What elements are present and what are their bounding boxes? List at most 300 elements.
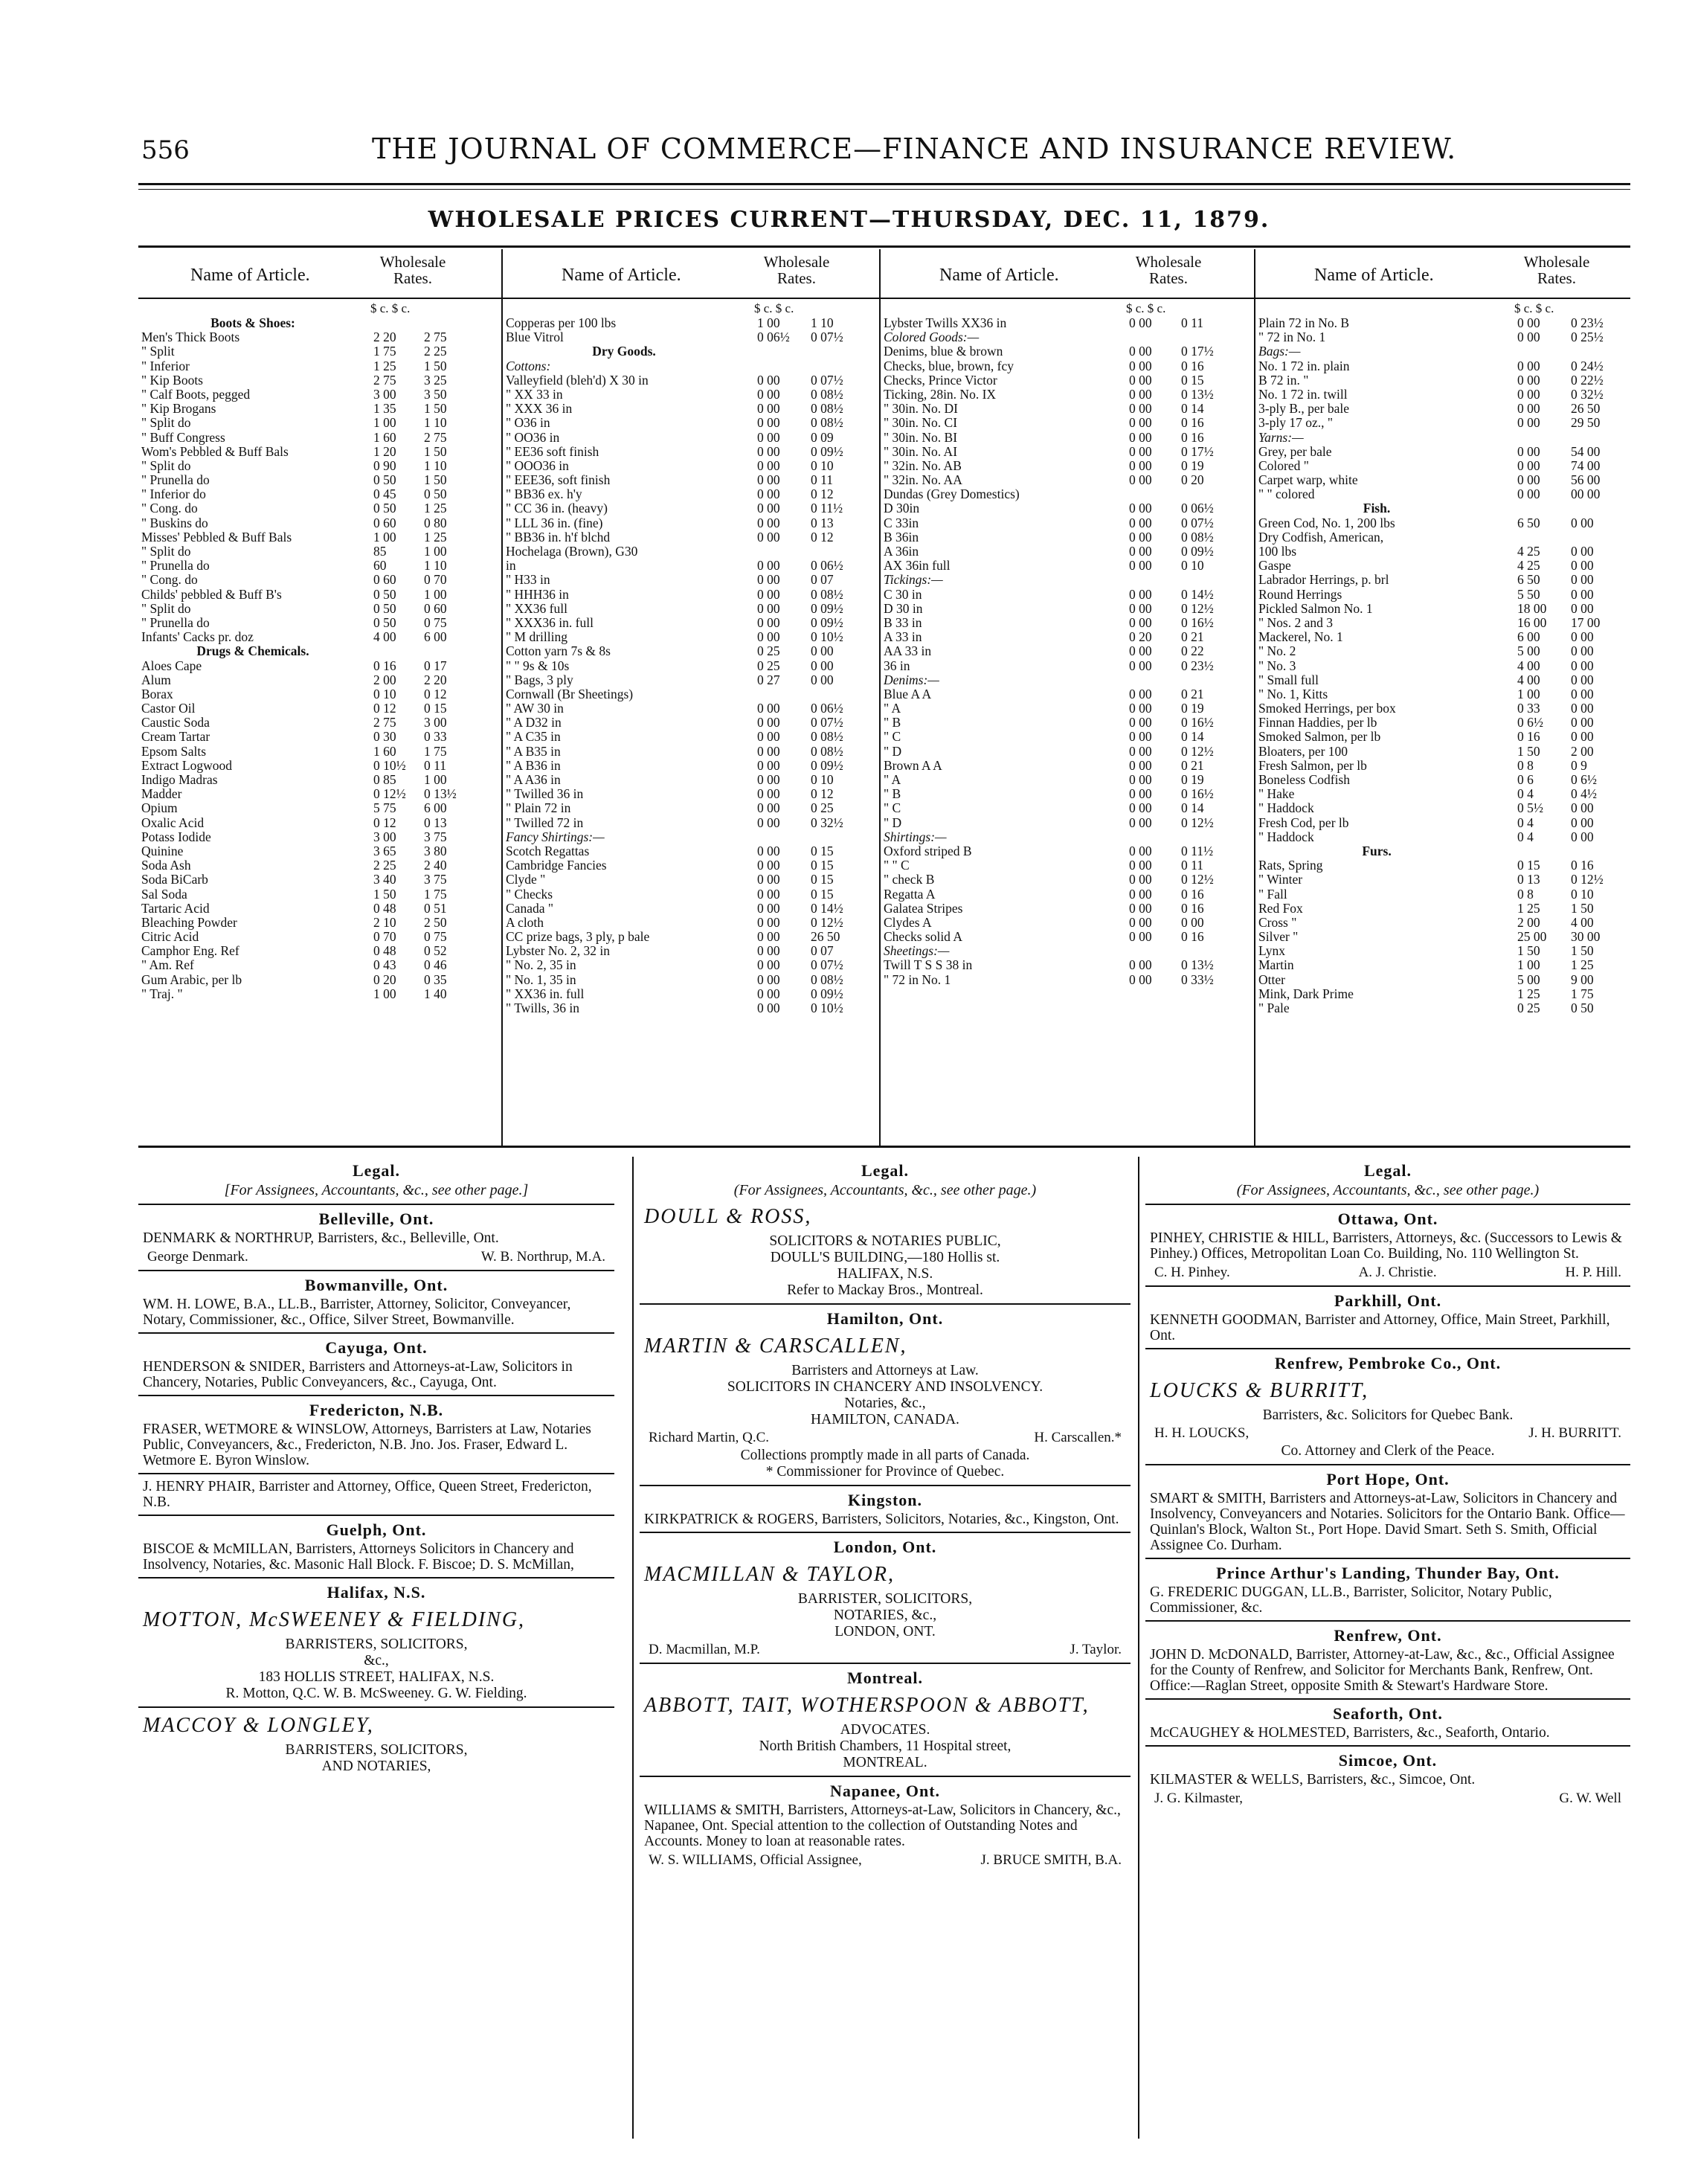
divider: [138, 1515, 614, 1516]
rate-low: 1 00: [373, 416, 396, 431]
rate-low: 0 00: [1129, 587, 1152, 602]
article-name: " XX36 full: [506, 601, 567, 616]
price-row: [884, 487, 1251, 501]
section-note: [For Assignees, Accountants, &c., see other page.]: [224, 1182, 529, 1198]
rate-high: 0 32½: [811, 815, 843, 830]
partner-names: [1154, 1790, 1621, 1807]
price-row: [506, 987, 876, 1001]
rate-low: 1 50: [1517, 744, 1540, 759]
rate-low: 0 25: [1517, 1001, 1540, 1015]
advertisement: KIRKPATRICK & ROGERS, Barristers, Solicitors, Notaries, &c., Kingston, Ont.: [644, 1512, 1119, 1527]
rate-high: 6 00: [424, 630, 447, 645]
rate-high: 0 50: [424, 487, 447, 502]
rate-high: 0 14½: [811, 901, 843, 916]
firm-name: LOUCKS & BURRITT,: [1150, 1379, 1369, 1402]
price-row: [141, 944, 498, 958]
rate-high: 0 06½: [811, 701, 843, 716]
article-name: Cross ": [1258, 915, 1297, 930]
rate-low: 0 00: [1517, 402, 1540, 417]
price-row: [141, 402, 498, 416]
rate-low: 0 25: [757, 644, 780, 659]
rate-high: 1 50: [424, 359, 447, 373]
rate-low: 0 30: [373, 730, 396, 745]
rate-high: 0 16: [1181, 430, 1204, 445]
header-wholesale-rates: Wholesale Rates.: [763, 253, 830, 287]
price-row: [506, 573, 876, 587]
article-name: Blue A A: [884, 687, 932, 701]
price-row: [141, 659, 498, 673]
rate-low: 1 00: [1517, 958, 1540, 973]
town-heading: Halifax, N.S.: [327, 1583, 426, 1602]
rate-high: 26 50: [1571, 402, 1601, 417]
prices-title: WHOLESALE PRICES CURRENT—THURSDAY, DEC. 11, 1879.: [428, 207, 1270, 233]
rate-low: 0 00: [1129, 844, 1152, 858]
firm-line: Co. Attorney and Clerk of the Peace.: [1281, 1443, 1495, 1459]
firm-line: BARRISTERS, SOLICITORS,: [285, 1637, 468, 1652]
article-name: " Fall: [1258, 887, 1287, 902]
firm-name: ABBOTT, TAIT, WOTHERSPOON & ABBOTT,: [644, 1694, 1090, 1717]
article-name: AX 36in full: [884, 559, 951, 574]
price-row: [884, 459, 1251, 473]
rate-low: 0 48: [373, 901, 396, 916]
price-row: [1258, 987, 1627, 1001]
rate-high: 1 00: [424, 773, 447, 787]
rate-low: 4 25: [1517, 545, 1540, 559]
rate-low: 2 00: [1517, 915, 1540, 930]
rate-high: 0 00: [811, 672, 834, 687]
rate-high: 0 75: [424, 930, 447, 945]
article-name: Pickled Salmon No. 1: [1258, 601, 1373, 616]
article-name: Dry Goods.: [592, 344, 656, 359]
advertisement: PINHEY, CHRISTIE & HILL, Barristers, Attorneys, &c. (Successors to Lewis & Pinhey.) Offices, Metropolitan Loan Co. Building, No. 110 Wellington St.: [1150, 1230, 1622, 1262]
article-name: Hochelaga (Brown), G30: [506, 545, 638, 559]
firm-name: MARTIN & CARSCALLEN,: [644, 1335, 907, 1358]
price-row: [141, 373, 498, 388]
header-rule: [138, 183, 1630, 185]
article-name: " Am. Ref: [141, 958, 194, 973]
rate-low: 0 13: [1517, 873, 1540, 887]
price-row: [141, 316, 498, 330]
firm-line: ADVOCATES.: [840, 1722, 930, 1738]
legal-column-middle: [640, 1157, 1131, 2176]
advertisement: WILLIAMS & SMITH, Barristers, Attorneys-at-Law, Solicitors in Chancery, &c., Napanee, Ont. Special attention to the collection of Outstanding Notes and Accounts. Money to loan at reasonable rates.: [644, 1802, 1121, 1849]
price-row: [506, 459, 876, 473]
price-row: [1258, 445, 1627, 459]
article-name: " A D32 in: [506, 716, 562, 730]
journal-title: THE JOURNAL OF COMMERCE—FINANCE AND INSURANCE REVIEW.: [372, 132, 1457, 165]
rate-low: 0 00: [1129, 901, 1152, 916]
header-name-of-article: Name of Article.: [190, 266, 310, 285]
rate-low: 0 00: [757, 615, 780, 630]
price-row: [141, 588, 498, 602]
article-name: " Inferior: [141, 359, 190, 373]
price-row: [1258, 687, 1627, 701]
article-name: " B: [884, 716, 901, 730]
rate-low: 5 75: [373, 801, 396, 816]
rate-high: 0 12½: [811, 915, 843, 930]
rate-low: 0 00: [757, 458, 780, 473]
article-name: AA 33 in: [884, 644, 932, 659]
price-row: [1258, 730, 1627, 744]
rate-high: 0 08½: [811, 387, 843, 402]
rate-high: 0 22½: [1571, 373, 1604, 388]
price-row: [884, 388, 1251, 402]
article-name: " Kip Brogans: [141, 402, 216, 417]
article-name: Dry Codfish, American,: [1258, 530, 1384, 545]
rate-low: 0 00: [757, 444, 780, 459]
partner: H. H. LOUCKS,: [1154, 1425, 1250, 1441]
price-row: [141, 530, 498, 545]
price-row: [884, 816, 1251, 830]
article-name: " A: [884, 701, 901, 716]
article-name: Citric Acid: [141, 930, 199, 945]
rate-high: 0 16½: [1181, 716, 1214, 730]
article-name: " D: [884, 815, 902, 830]
rate-low: 0 00: [757, 787, 780, 802]
rate-high: 4 00: [1571, 915, 1594, 930]
firm-name: MACCOY & LONGLEY,: [143, 1714, 374, 1737]
rate-low: 0 4: [1517, 787, 1534, 802]
price-row: [506, 516, 876, 530]
article-name: " M drilling: [506, 630, 567, 645]
rate-high: 3 50: [424, 387, 447, 402]
article-name: Checks, blue, brown, fcy: [884, 359, 1014, 373]
article-name: Dundas (Grey Domestics): [884, 487, 1020, 502]
article-name: " No. 2: [1258, 644, 1296, 659]
price-row: [141, 801, 498, 815]
town-heading: Renfrew, Pembroke Co., Ont.: [1274, 1354, 1502, 1372]
rate-low: 0 45: [373, 487, 396, 502]
rate-low: 1 20: [373, 444, 396, 459]
price-row: [141, 844, 498, 858]
rate-high: 0 07½: [811, 716, 843, 730]
price-row: [884, 402, 1251, 416]
article-name: " Split do: [141, 416, 191, 431]
rate-low: 0 00: [757, 559, 780, 574]
rate-low: 0 00: [757, 473, 780, 488]
rate-high: 3 25: [424, 373, 447, 388]
rate-high: 0 12: [811, 530, 834, 545]
price-row: [1258, 701, 1627, 716]
divider: [1145, 1745, 1630, 1747]
rate-high: 0 11: [811, 473, 833, 488]
price-row: [1258, 616, 1627, 630]
rate-low: 0 8: [1517, 887, 1534, 902]
article-name: " No. 2, 35 in: [506, 958, 576, 973]
rate-low: 0 06½: [757, 330, 790, 345]
price-row: [1258, 588, 1627, 602]
price-row: [141, 830, 498, 844]
rate-high: 0 50: [1571, 1001, 1594, 1015]
rate-high: 0 08½: [811, 416, 843, 431]
price-row: [506, 501, 876, 516]
article-name: Fresh Salmon, per lb: [1258, 758, 1367, 773]
rate-high: 1 10: [424, 559, 447, 574]
price-row: [884, 673, 1251, 687]
rate-high: 00 00: [1571, 487, 1601, 502]
firm-line: 183 HOLLIS STREET, HALIFAX, N.S.: [258, 1669, 495, 1685]
rate-low: 0 00: [757, 887, 780, 902]
rate-high: 0 00: [1571, 716, 1594, 730]
price-row: [141, 673, 498, 687]
article-name: Carpet warp, white: [1258, 473, 1358, 488]
article-name: " EEE36, soft finish: [506, 473, 611, 488]
price-row: [141, 416, 498, 430]
rate-low: 0 00: [1129, 658, 1152, 673]
rate-high: 0 08½: [811, 402, 843, 417]
rate-high: 0 08½: [811, 730, 843, 745]
price-row: [884, 958, 1251, 972]
price-row: [1258, 559, 1627, 573]
price-row: [141, 559, 498, 573]
rate-high: 0 16: [1181, 930, 1204, 945]
rate-low: 1 00: [757, 316, 780, 330]
rate-high: 1 25: [1571, 958, 1594, 973]
rate-high: 0 19: [1181, 701, 1204, 716]
price-table: [138, 249, 1630, 1146]
rate-high: 0 12: [424, 687, 447, 701]
rate-low: 0 25: [757, 658, 780, 673]
currency-units: $ c. $ c.: [1514, 301, 1554, 315]
article-name: Clyde ": [506, 873, 546, 887]
article-name: " A C35 in: [506, 730, 561, 745]
rate-high: 2 40: [424, 858, 447, 873]
price-row: [1258, 330, 1627, 344]
divider: [1145, 1204, 1630, 1205]
article-name: Canada ": [506, 901, 553, 916]
price-row: [141, 487, 498, 501]
article-name: " 30in. No. CI: [884, 416, 958, 431]
rate-high: 0 10½: [811, 630, 843, 645]
price-row: [1258, 830, 1627, 844]
rate-high: 1 50: [424, 402, 447, 417]
article-name: B 33 in: [884, 615, 922, 630]
price-row: [884, 644, 1251, 658]
article-name: Gaspe: [1258, 559, 1291, 574]
article-name: CC prize bags, 3 ply, p bale: [506, 930, 650, 945]
rate-high: 0 4½: [1571, 787, 1597, 802]
price-row: [884, 830, 1251, 844]
rate-low: 0 00: [757, 1001, 780, 1015]
rate-high: 0 00: [1571, 601, 1594, 616]
price-row: [1258, 787, 1627, 801]
rate-high: 0 14: [1181, 801, 1204, 816]
price-row: [1258, 630, 1627, 644]
rate-low: 0 00: [757, 915, 780, 930]
rate-low: 0 85: [373, 773, 396, 787]
article-name: Shirtings:—: [884, 829, 947, 844]
firm-line: NOTARIES, &c.,: [833, 1608, 937, 1623]
rate-high: 0 10: [1181, 559, 1204, 574]
price-row: [141, 930, 498, 944]
rate-low: 0 50: [373, 615, 396, 630]
price-row: [884, 930, 1251, 944]
article-name: " Checks: [506, 887, 553, 902]
article-name: Bleaching Powder: [141, 915, 237, 930]
rate-low: 1 25: [373, 359, 396, 373]
article-name: " 30in. No. AI: [884, 444, 958, 459]
price-row: [506, 402, 876, 416]
article-name: Checks, Prince Victor: [884, 373, 997, 388]
rate-high: 0 14: [1181, 402, 1204, 417]
rate-low: 0 6: [1517, 773, 1534, 787]
price-row: [884, 745, 1251, 759]
rate-low: 0 00: [1129, 758, 1152, 773]
rate-high: 26 50: [811, 930, 840, 945]
price-row: [506, 873, 876, 887]
rate-high: 3 00: [424, 716, 447, 730]
rate-low: 0 00: [1129, 744, 1152, 759]
article-name: " No. 1, Kitts: [1258, 687, 1328, 701]
article-name: Caustic Soda: [141, 716, 210, 730]
article-name: Scotch Regattas: [506, 844, 590, 858]
rate-high: 0 15: [811, 887, 834, 902]
rate-low: 0 00: [1129, 458, 1152, 473]
rate-low: 1 50: [1517, 944, 1540, 959]
article-name: " XXX 36 in: [506, 402, 573, 417]
price-row: [884, 431, 1251, 445]
rate-high: 0 33: [424, 730, 447, 745]
price-row: [506, 930, 876, 944]
rate-low: 0 00: [1129, 958, 1152, 973]
article-name: No. 1 72 in. twill: [1258, 387, 1348, 402]
price-row: [506, 673, 876, 687]
price-row: [884, 344, 1251, 359]
rate-low: 0 20: [1129, 630, 1152, 645]
price-row: [141, 887, 498, 902]
rate-low: 2 75: [373, 373, 396, 388]
rate-high: 0 14: [1181, 730, 1204, 745]
article-name: " Split: [141, 344, 175, 359]
article-name: " 30in. No. BI: [884, 430, 958, 445]
rate-low: 1 50: [373, 887, 396, 902]
firm-line: North British Chambers, 11 Hospital street,: [759, 1738, 1012, 1754]
price-row: [884, 359, 1251, 373]
rate-low: 0 00: [1517, 487, 1540, 502]
price-row: [1258, 745, 1627, 759]
price-row: [1258, 602, 1627, 616]
rate-high: 1 10: [811, 316, 834, 330]
firm-line: Barristers, &c. Solicitors for Quebec Bank.: [1262, 1407, 1514, 1423]
article-name: Oxford striped B: [884, 844, 972, 858]
price-row: [1258, 487, 1627, 501]
article-name: Mink, Dark Prime: [1258, 986, 1354, 1001]
price-row: [884, 730, 1251, 744]
article-name: B 36in: [884, 530, 919, 545]
price-row: [884, 473, 1251, 487]
rate-high: 0 00: [1571, 587, 1594, 602]
rate-low: 16 00: [1517, 615, 1547, 630]
article-name: " Cong. do: [141, 501, 198, 516]
article-name: " Cong. do: [141, 573, 198, 588]
rate-low: 5 50: [1517, 587, 1540, 602]
rate-low: 0 00: [1129, 815, 1152, 830]
rate-high: 0 23½: [1571, 316, 1604, 330]
rate-high: 0 10: [811, 773, 834, 787]
article-name: " Hake: [1258, 787, 1295, 802]
price-row: [506, 745, 876, 759]
price-row: [506, 844, 876, 858]
article-name: " Buskins do: [141, 516, 208, 530]
price-row: [506, 887, 876, 902]
rate-high: 0 24½: [1571, 359, 1604, 373]
price-rows: [506, 316, 876, 1015]
header-wholesale-rates: Wholesale Rates.: [1523, 253, 1590, 287]
article-name: " Twills, 36 in: [506, 1001, 579, 1015]
article-name: Aloes Cape: [141, 658, 202, 673]
article-name: " Traj. ": [141, 986, 183, 1001]
rate-low: 2 20: [373, 330, 396, 345]
rate-high: 0 12½: [1181, 873, 1214, 887]
firm-name: DOULL & ROSS,: [644, 1205, 812, 1228]
price-row: [884, 416, 1251, 430]
rate-high: 0 12½: [1181, 601, 1214, 616]
price-row: [141, 987, 498, 1001]
rate-low: 3 65: [373, 844, 396, 858]
rate-high: 1 00: [424, 545, 447, 559]
article-name: Smoked Herrings, per box: [1258, 701, 1396, 716]
price-row: [884, 716, 1251, 730]
article-name: Infants' Cacks pr. doz: [141, 630, 254, 645]
rate-high: 2 25: [424, 344, 447, 359]
article-name: " C: [884, 801, 901, 816]
town-heading: Simcoe, Ont.: [1338, 1751, 1438, 1770]
price-row: [1258, 916, 1627, 930]
rate-low: 0 00: [1129, 773, 1152, 787]
article-name: Opium: [141, 801, 178, 816]
article-name: " HHH36 in: [506, 587, 569, 602]
article-name: " 72 in No. 1: [884, 972, 951, 987]
price-row: [506, 816, 876, 830]
section-note: (For Assignees, Accountants, &c., see other page.): [733, 1182, 1037, 1198]
rate-high: 0 00: [811, 658, 834, 673]
town-heading: Guelph, Ont.: [326, 1520, 427, 1539]
advertisement: JOHN D. McDONALD, Barrister, Attorney-at-Law, &c., &c., Official Assignee for the County of Renfrew, and Solicitor for Merchants Bank, Renfrew, Ont. Office:—Raglan Street, opposite Smith & Stewart's Hardware Store.: [1150, 1647, 1615, 1694]
rate-high: 0 21: [1181, 630, 1204, 645]
rate-high: 0 16½: [1181, 787, 1214, 802]
price-row: [884, 516, 1251, 530]
rate-low: 0 6½: [1517, 716, 1543, 730]
rate-low: 4 00: [1517, 658, 1540, 673]
legal-divider: [632, 1157, 634, 2139]
price-row: [506, 431, 876, 445]
firm-line: DOULL'S BUILDING,—180 Hollis st.: [770, 1250, 1000, 1265]
rate-high: 1 00: [424, 587, 447, 602]
column-header: [881, 249, 1254, 299]
divider: [138, 1706, 614, 1708]
rate-high: 0 07: [811, 944, 834, 959]
article-name: Finnan Haddies, per lb: [1258, 716, 1377, 730]
divider: [640, 1532, 1131, 1533]
article-name: A 33 in: [884, 630, 922, 645]
rate-low: 0 48: [373, 944, 396, 959]
rate-low: 0 00: [757, 587, 780, 602]
price-column-4: [1255, 249, 1630, 1146]
article-name: Childs' pebbled & Buff B's: [141, 587, 282, 602]
partner: George Denmark.: [147, 1249, 248, 1265]
rate-low: 1 25: [1517, 901, 1540, 916]
rate-high: 0 32½: [1571, 387, 1604, 402]
price-row: [884, 759, 1251, 773]
article-name: Soda Ash: [141, 858, 191, 873]
price-row: [884, 973, 1251, 987]
price-row: [506, 602, 876, 616]
price-row: [506, 916, 876, 930]
price-row: [884, 887, 1251, 902]
price-row: [1258, 344, 1627, 359]
price-row: [1258, 801, 1627, 815]
rate-low: 0 00: [757, 630, 780, 645]
